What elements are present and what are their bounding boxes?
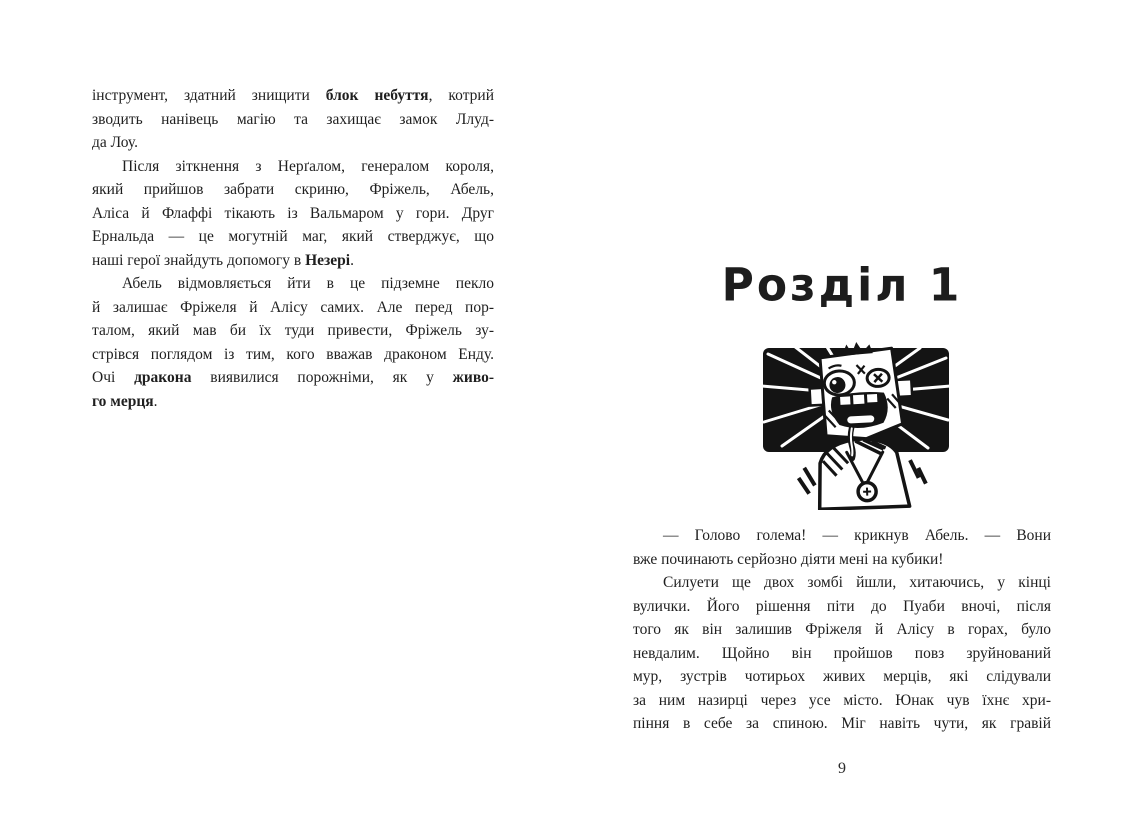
left-page-text [92, 84, 494, 413]
text-line: Силуети ще двох зомбі йшли, хитаючись, у кінці [663, 574, 1051, 591]
text-line: інструмент, здатний знищити блок небуття, котрий [92, 87, 494, 104]
text-line: вулички. Його рішення піти до Пуаби вночі, після [633, 597, 1051, 615]
text-line: який прийшов забрати скриню, Фріжель, Абель, [92, 181, 494, 198]
text-line: вже починають серйозно діяти мені на кубики! [633, 550, 944, 568]
text-line: за ним назирці через усе місто. Юнак чув їхнє хри- [633, 691, 1051, 709]
text-line: Після зіткнення з Нерґалом, генералом короля, [122, 157, 494, 175]
text-line: невдалим. Щойно він пройшов повз зруйнований [633, 644, 1051, 662]
text-line: й залишає Фріжеля й Алісу самих. Але перед пор- [92, 298, 494, 316]
page-number: 9 [838, 760, 846, 777]
text-line: Абель відмовляється йти в це підземне пекло [122, 275, 494, 292]
text-line: стрівся поглядом із тим, кого вважав драконом Енду. [92, 345, 494, 363]
text-line: зводить нанівець магію та захищає замок Ллуд- [92, 110, 494, 128]
text-line: наші герої знайдуть допомогу в Незері. [92, 251, 354, 269]
text-line: Аліса й Флаффі тікають із Вальмаром у гори. Друг [92, 204, 494, 222]
text-line: — Голово голема! — крикнув Абель. — Вони [663, 527, 1051, 544]
text-line: го мерця. [92, 392, 158, 410]
text-line: того як він залишив Фріжеля й Алісу в горах, було [633, 621, 1051, 638]
chapter-title: Розділ 1 [721, 258, 963, 312]
right-page-text [633, 524, 1051, 736]
text-line: піння в себе за спиною. Міг навіть чути, як гравій [633, 715, 1051, 732]
text-line: мур, зустрів чотирьох живих мерців, які слідували [633, 668, 1051, 685]
text-line: Ернальда — це могутній маг, який стверджує, що [92, 228, 494, 245]
text-line: талом, який мав би їх туди привести, Фріжель зу- [92, 322, 494, 339]
zombie-drawing-icon [760, 340, 954, 510]
screaming-zombie-illustration [760, 340, 954, 510]
text-line: Очі дракона виявилися порожніми, як у живо- [92, 369, 494, 386]
text-line: да Лоу. [92, 134, 139, 151]
